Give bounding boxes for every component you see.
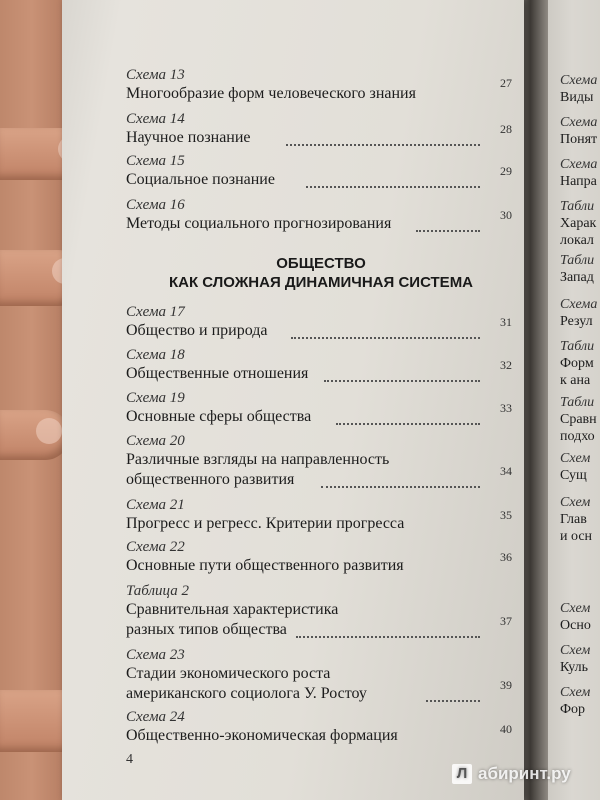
dot-leader — [324, 380, 480, 382]
right-fragment-9: Схем Сущ — [560, 451, 591, 483]
entry-title: Общественные отношения — [126, 365, 309, 382]
entry-label: Таблица 2 — [126, 583, 189, 599]
entry-title-line-1: Стадии экономического роста — [126, 665, 331, 682]
entry-page: 29 — [500, 164, 512, 178]
right-fragment-12: Схем Куль — [560, 643, 591, 675]
entry-label: Схема 20 — [126, 433, 185, 449]
toc-entry-23 — [126, 646, 516, 704]
entry-page: 35 — [500, 508, 512, 522]
entry-page: 32 — [500, 358, 512, 372]
entry-page: 31 — [500, 315, 512, 329]
entry-label: Схема 15 — [126, 153, 185, 169]
entry-label: Схема 19 — [126, 390, 185, 406]
right-fragment-8: Табли Сравн подхо — [560, 395, 597, 444]
toc-entry-13 — [126, 66, 516, 104]
right-fragment-3: Схема Напра — [560, 157, 598, 189]
entry-page: 33 — [500, 401, 512, 415]
entry-page: 34 — [500, 464, 512, 478]
entry-page: 40 — [500, 722, 512, 736]
entry-title: Социальное познание — [126, 171, 275, 188]
toc-entry-19 — [126, 389, 516, 427]
entry-page: 30 — [500, 208, 512, 222]
entry-title: Методы социального прогнозирования — [126, 215, 392, 232]
finger-3 — [0, 410, 70, 460]
entry-title: Прогресс и регресс. Критерии прогресса — [126, 515, 405, 532]
toc-entry-21 — [126, 496, 516, 534]
toc-entry-16 — [126, 196, 516, 234]
watermark — [452, 764, 571, 784]
entry-page: 39 — [500, 678, 512, 692]
toc-entry-22 — [126, 538, 516, 576]
dot-leader — [426, 700, 480, 702]
entry-title: Основные сферы общества — [126, 408, 312, 425]
entry-page: 37 — [500, 614, 512, 628]
entry-title-line-1: Сравнительная характеристика — [126, 601, 339, 618]
toc-table-2 — [126, 582, 516, 640]
entry-title: Общество и природа — [126, 322, 268, 339]
dot-leader — [336, 423, 480, 425]
dot-leader — [291, 337, 480, 339]
entry-title: Многообразие форм человеческого знания — [126, 85, 416, 102]
right-fragment-13: Схем Фор — [560, 685, 591, 717]
entry-label: Схема 18 — [126, 347, 185, 363]
watermark-logo-icon: Л — [452, 764, 472, 784]
entry-label: Схема 17 — [126, 304, 185, 320]
dot-leader — [286, 144, 480, 146]
entry-label: Схема 23 — [126, 647, 185, 663]
toc-entry-24 — [126, 708, 516, 746]
entry-title: Научное познание — [126, 129, 251, 146]
entry-label: Схема 14 — [126, 111, 185, 127]
watermark-text: абиринт.ру — [478, 764, 571, 783]
entry-title-line-2: общественного развития — [126, 471, 295, 488]
entry-label: Схема 13 — [126, 67, 185, 83]
entry-page: 27 — [500, 76, 512, 90]
right-fragment-7: Табли Форм к ана — [560, 339, 595, 388]
dot-leader — [321, 486, 480, 488]
toc-entry-18 — [126, 346, 516, 384]
right-fragment-10: Схем Глав и осн — [560, 495, 593, 544]
entry-label: Схема 16 — [126, 197, 185, 213]
section-heading-line-2: КАК СЛОЖНАЯ ДИНАМИЧНАЯ СИСТЕМА — [168, 274, 474, 291]
entry-title-line-2: американского социолога У. Ростоу — [126, 685, 367, 702]
right-fragment-2: Схема Понят — [560, 115, 598, 147]
section-heading — [126, 254, 516, 292]
toc-entry-17 — [126, 303, 516, 341]
toc-entry-14 — [126, 110, 516, 148]
entry-page: 28 — [500, 122, 512, 136]
right-fragment-1: Схема Виды — [560, 73, 598, 105]
toc-entry-20 — [126, 432, 516, 490]
entry-title: Основные пути общественного развития — [126, 557, 404, 574]
entry-title-line-1: Различные взгляды на направленность — [126, 451, 390, 468]
dot-leader — [416, 230, 480, 232]
entry-title-line-2: разных типов общества — [126, 621, 287, 638]
dot-leader — [306, 186, 480, 188]
right-fragment-5: Табли Запад — [560, 253, 595, 285]
entry-label: Схема 22 — [126, 539, 185, 555]
entry-label: Схема 21 — [126, 497, 185, 513]
right-fragment-4: Табли Харак локал — [560, 199, 597, 248]
right-fragment-11: Схем Осно — [560, 601, 591, 633]
entry-page: 36 — [500, 550, 512, 564]
right-fragment-6: Схема Резул — [560, 297, 598, 329]
section-heading-line-1: ОБЩЕСТВО — [276, 255, 366, 272]
toc-entry-15 — [126, 152, 516, 190]
page-number: 4 — [126, 752, 133, 767]
entry-title: Общественно-экономическая формация — [126, 727, 398, 744]
entry-label: Схема 24 — [126, 709, 185, 725]
dot-leader — [296, 636, 480, 638]
